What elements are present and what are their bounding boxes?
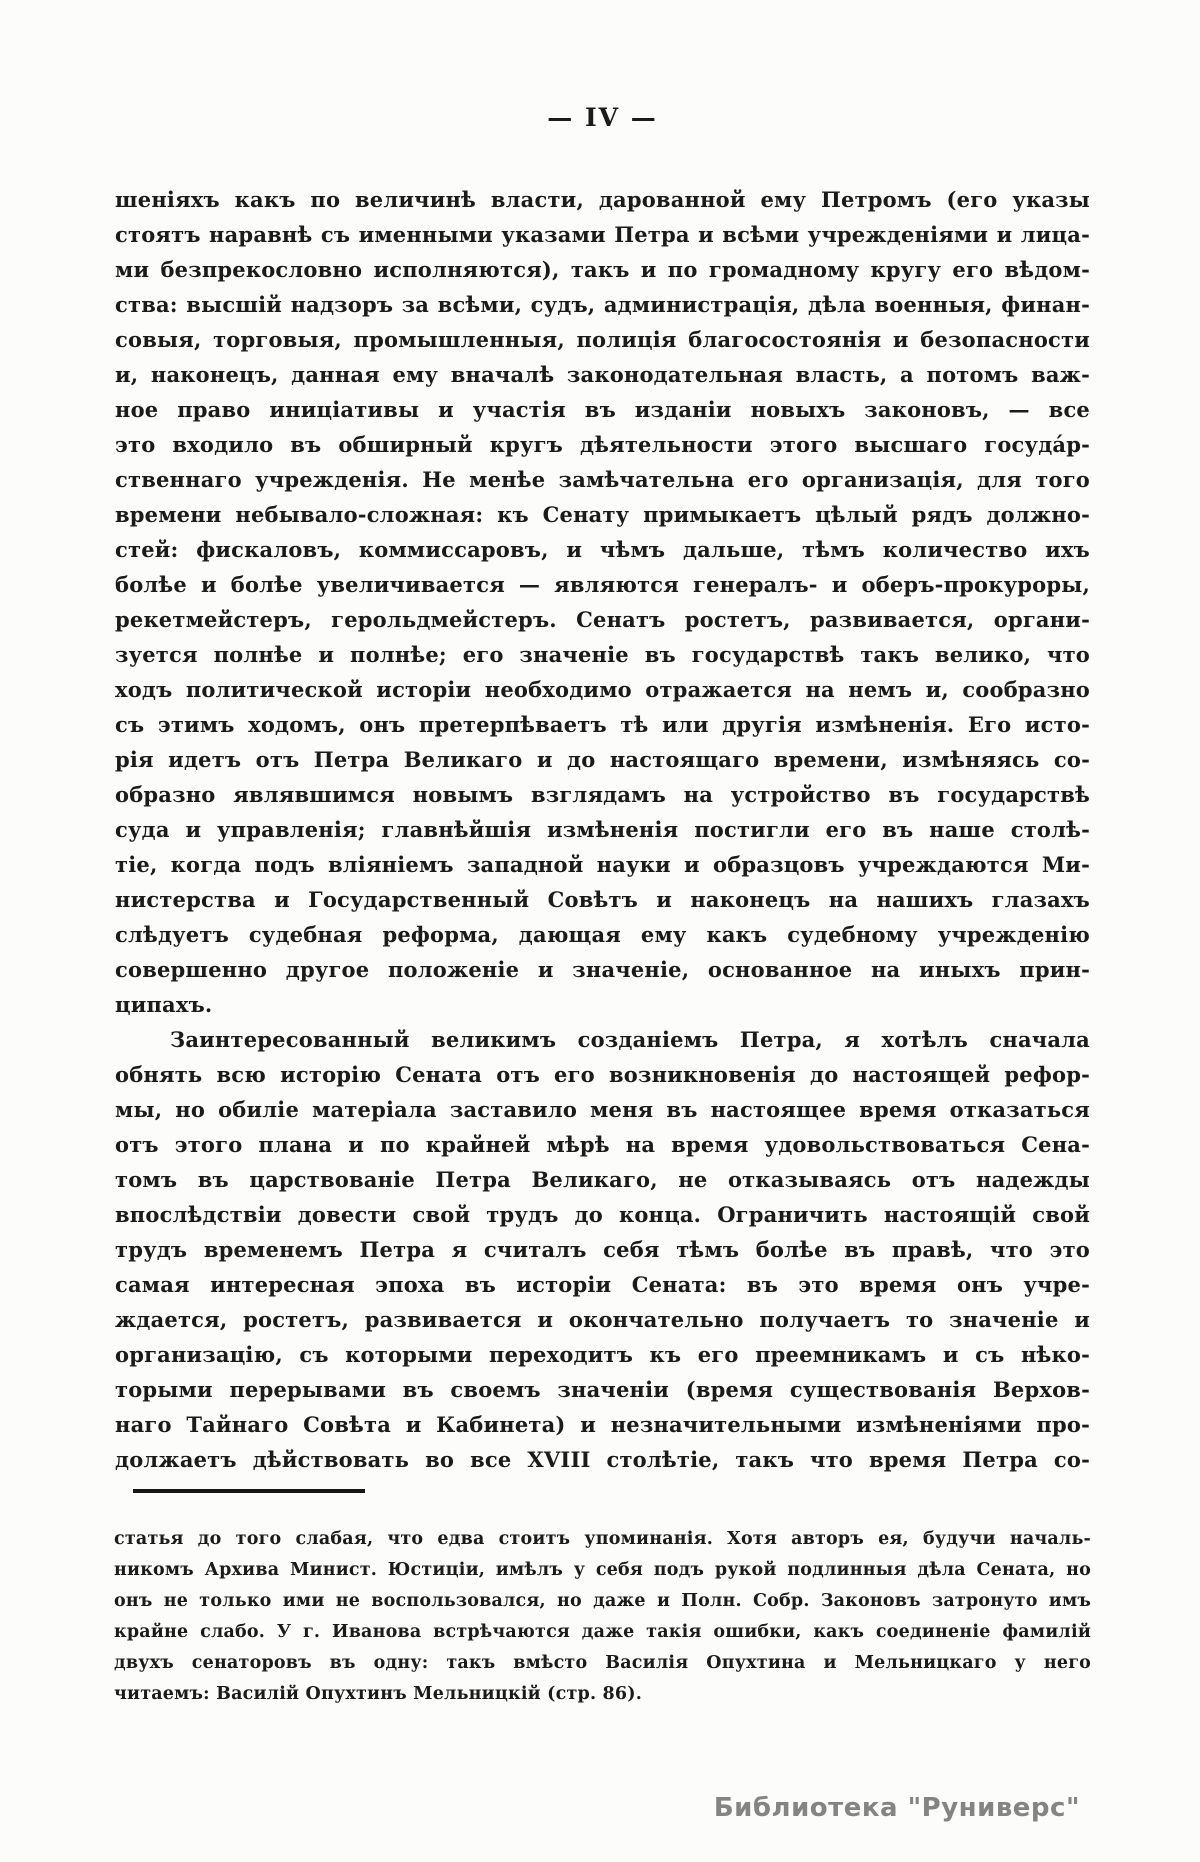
text-line: рекетмейстеръ, герольдмейстеръ. Сенатъ ростетъ, развивается, органи-: [115, 607, 1090, 632]
text-line: совершенно другое положеніе и значеніе, основанное на иныхъ прин-: [115, 957, 1090, 982]
text-line: съ этимъ ходомъ, онъ претерпѣваетъ тѣ или другія измѣненія. Его исто-: [115, 712, 1090, 737]
text-line: это входило въ обширный кругъ дѣятельности этого высшаго госуда́р-: [115, 432, 1090, 457]
paragraph-1: [115, 182, 1090, 1022]
text-line: и, наконецъ, данная ему вначалѣ законодательная власть, а потомъ важ-: [115, 362, 1090, 387]
footnote-separator: [133, 1489, 365, 1493]
text-line: наго Тайнаго Совѣта и Кабинета) и незначительными измѣненіями про-: [115, 1412, 1090, 1437]
text-line: зуется полнѣе и полнѣе; его значеніе въ государствѣ такъ велико, что: [115, 642, 1090, 667]
text-line: нистерства и Государственный Совѣтъ и наконецъ на нашихъ глазахъ: [115, 887, 1090, 912]
text-line: читаемъ: Василій Опухтинъ Мельницкій (стр. 86).: [114, 1684, 643, 1704]
text-line: стоятъ наравнѣ съ именными указами Петра и всѣми учрежденіями и лица-: [115, 222, 1090, 247]
text-line: самая интересная эпоха въ исторіи Сената: въ это время онъ учре-: [115, 1272, 1090, 1297]
text-line: статья до того слабая, что едва стоитъ упоминанія. Хотя авторъ ея, будучи началь-: [114, 1529, 1091, 1549]
text-line: онъ не только ими не воспользовался, но даже и Полн. Собр. Законовъ затронуто имъ: [114, 1591, 1091, 1611]
text-line: ждается, ростетъ, развивается и окончательно получаетъ то значеніе и: [115, 1307, 1090, 1332]
text-line: ственнаго учрежденія. Не менѣе замѣчательна его организація, для того: [115, 467, 1090, 492]
text-line: организацію, съ которыми переходитъ къ его преемникамъ и съ нѣко-: [115, 1342, 1090, 1367]
text-line: обнять всю исторію Сената отъ его возникновенія до настоящей рефор-: [115, 1062, 1090, 1087]
footnote: [114, 1524, 1091, 1710]
text-line: рія идетъ отъ Петра Великаго и до настоящаго времени, измѣняясь со-: [115, 747, 1090, 772]
text-line: должаетъ дѣйствовать во все XVIII столѣтіе, такъ что время Петра со-: [115, 1447, 1090, 1472]
text-line: никомъ Архива Минист. Юстиціи, имѣлъ у себя подъ рукой подлинныя дѣла Сената, но: [114, 1560, 1091, 1580]
page-number: — IV —: [547, 103, 658, 132]
text-line: ходъ политической исторіи необходимо отражается на немъ и, сообразно: [115, 677, 1090, 702]
text-line: совыя, торговыя, промышленныя, полиція благосостоянія и безопасности: [115, 327, 1090, 352]
text-line: шеніяхъ какъ по величинѣ власти, дарованной ему Петромъ (его указы: [115, 187, 1090, 212]
text-line: ное право иниціативы и участія въ изданіи новыхъ законовъ, — все: [115, 397, 1090, 422]
text-line: трудъ временемъ Петра я считалъ себя тѣмъ болѣе въ правѣ, что это: [115, 1237, 1090, 1262]
text-line: отъ этого плана и по крайней мѣрѣ на время удовольствоваться Сена-: [115, 1132, 1090, 1157]
text-line: болѣе и болѣе увеличивается — являются генералъ- и оберъ-прокуроры,: [115, 572, 1090, 597]
text-line: времени небывало-сложная: къ Сенату примыкаетъ цѣлый рядъ должно-: [115, 502, 1090, 527]
text-line: ципахъ.: [115, 992, 213, 1017]
paragraph-2: [115, 1022, 1090, 1477]
text-line: суда и управленія; главнѣйшія измѣненія постигли его въ наше столѣ-: [115, 817, 1090, 842]
text-line: впослѣдствіи довести свой трудъ до конца. Ограничить настоящій свой: [115, 1202, 1090, 1227]
text-line: стей: фискаловъ, коммиссаровъ, и чѣмъ дальше, тѣмъ количество ихъ: [115, 537, 1090, 562]
library-watermark: Библиотека "Руниверс": [713, 1793, 1080, 1823]
text-line: ства: высшій надзоръ за всѣми, судъ, администрація, дѣла военныя, финан-: [115, 292, 1090, 317]
text-line: мы, но обиліе матеріала заставило меня въ настоящее время отказаться: [115, 1097, 1090, 1122]
text-line: ми безпрекословно исполняются), такъ и по громадному кругу его вѣдом-: [115, 257, 1090, 282]
text-line: томъ въ царствованіе Петра Великаго, не отказываясь отъ надежды: [115, 1167, 1090, 1192]
text-line: двухъ сенаторовъ въ одну: такъ вмѣсто Василія Опухтина и Мельницкаго у него: [114, 1653, 1091, 1673]
text-line: тіе, когда подъ вліяніемъ западной науки и образцовъ учреждаются Ми-: [115, 852, 1090, 877]
text-line: торыми перерывами въ своемъ значеніи (время существованія Верхов-: [115, 1377, 1090, 1402]
text-line: Заинтересованный великимъ созданіемъ Петра, я хотѣлъ сначала: [170, 1027, 1090, 1052]
text-line: образно являвшимся новымъ взглядамъ на устройство въ государствѣ: [115, 782, 1090, 807]
main-text: [115, 182, 1090, 1477]
text-line: слѣдуетъ судебная реформа, дающая ему какъ судебному учрежденію: [115, 922, 1090, 947]
text-line: крайне слабо. У г. Иванова встрѣчаются даже такія ошибки, какъ соединеніе фамилій: [114, 1622, 1091, 1642]
